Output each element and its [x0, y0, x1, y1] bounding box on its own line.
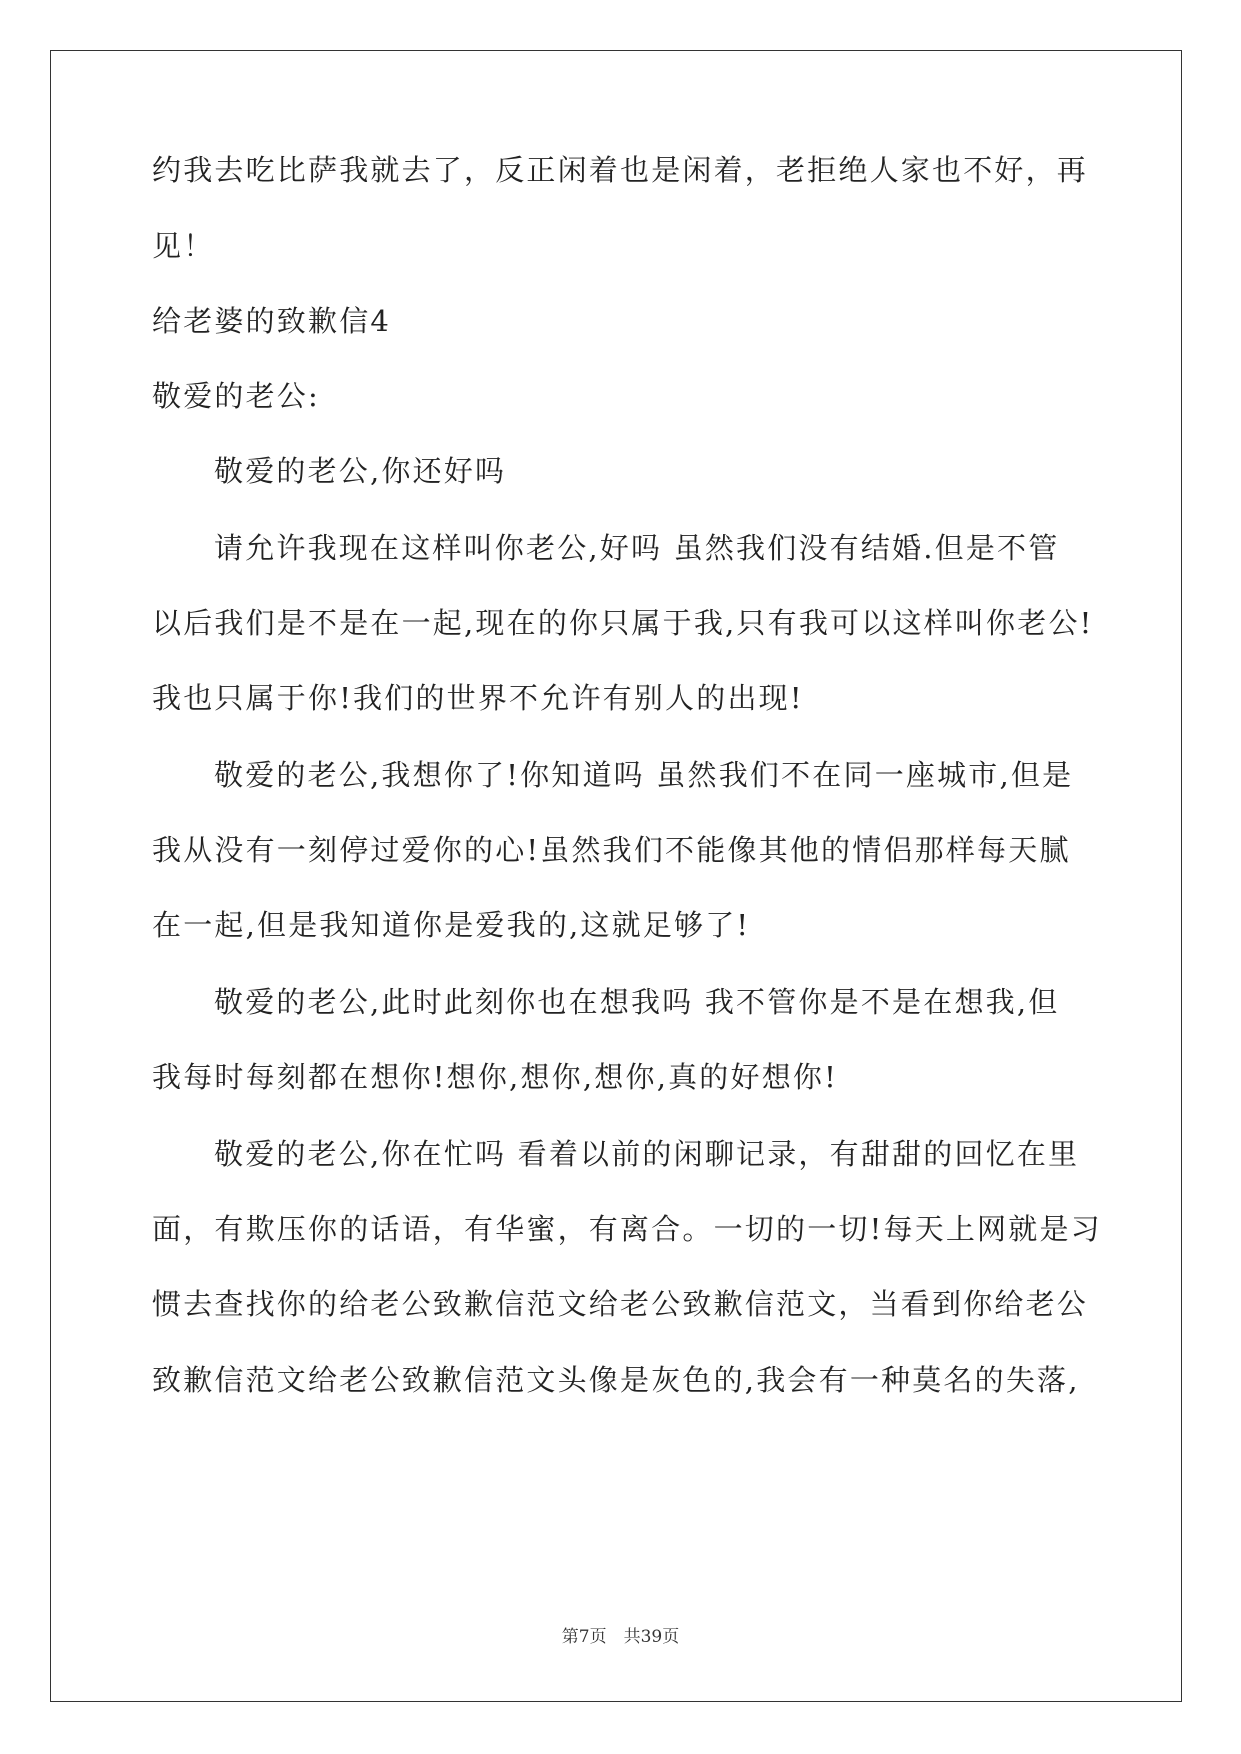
- page-border: [50, 50, 1182, 1702]
- paragraph-line: 致歉信范文给老公致歉信范文头像是灰色的,我会有一种莫名的失落,: [152, 1363, 1080, 1397]
- paragraph-line: 我也只属于你!我们的世界不允许有别人的出现!: [152, 681, 804, 715]
- paragraph-line: 敬爱的老公,我想你了!你知道吗 虽然我们不在同一座城市,但是: [214, 758, 1074, 792]
- page-number-footer: 第7页 共39页: [561, 1627, 680, 1647]
- paragraph-line: 我每时每刻都在想你!想你,想你,想你,真的好想你!: [152, 1060, 838, 1094]
- paragraph-line: 在一起,但是我知道你是爱我的,这就足够了!: [152, 908, 751, 942]
- paragraph-line: 我从没有一刻停过爱你的心!虽然我们不能像其他的情侣那样每天腻: [152, 833, 1071, 867]
- paragraph-line: 敬爱的老公,此时此刻你也在想我吗 我不管你是不是在想我,但: [214, 985, 1060, 1019]
- paragraph-line: 面，有欺压你的话语，有华蜜，有离合。一切的一切!每天上网就是习: [152, 1212, 1102, 1246]
- salutation: 敬爱的老公:: [152, 379, 320, 413]
- paragraph-line: 敬爱的老公,你在忙吗 看着以前的闲聊记录，有甜甜的回忆在里: [214, 1137, 1080, 1171]
- text-line: 见！: [152, 229, 215, 263]
- paragraph-line: 敬爱的老公,你还好吗: [214, 454, 507, 488]
- text-line: 约我去吃比萨我就去了，反正闲着也是闲着，老拒绝人家也不好，再: [152, 153, 1089, 187]
- paragraph-line: 惯去查找你的给老公致歉信范文给老公致歉信范文，当看到你给老公: [152, 1287, 1089, 1321]
- section-heading: 给老婆的致歉信4: [152, 304, 392, 338]
- paragraph-line: 请允许我现在这样叫你老公,好吗 虽然我们没有结婚.但是不管: [214, 531, 1060, 565]
- paragraph-line: 以后我们是不是在一起,现在的你只属于我,只有我可以这样叫你老公!: [152, 606, 1094, 640]
